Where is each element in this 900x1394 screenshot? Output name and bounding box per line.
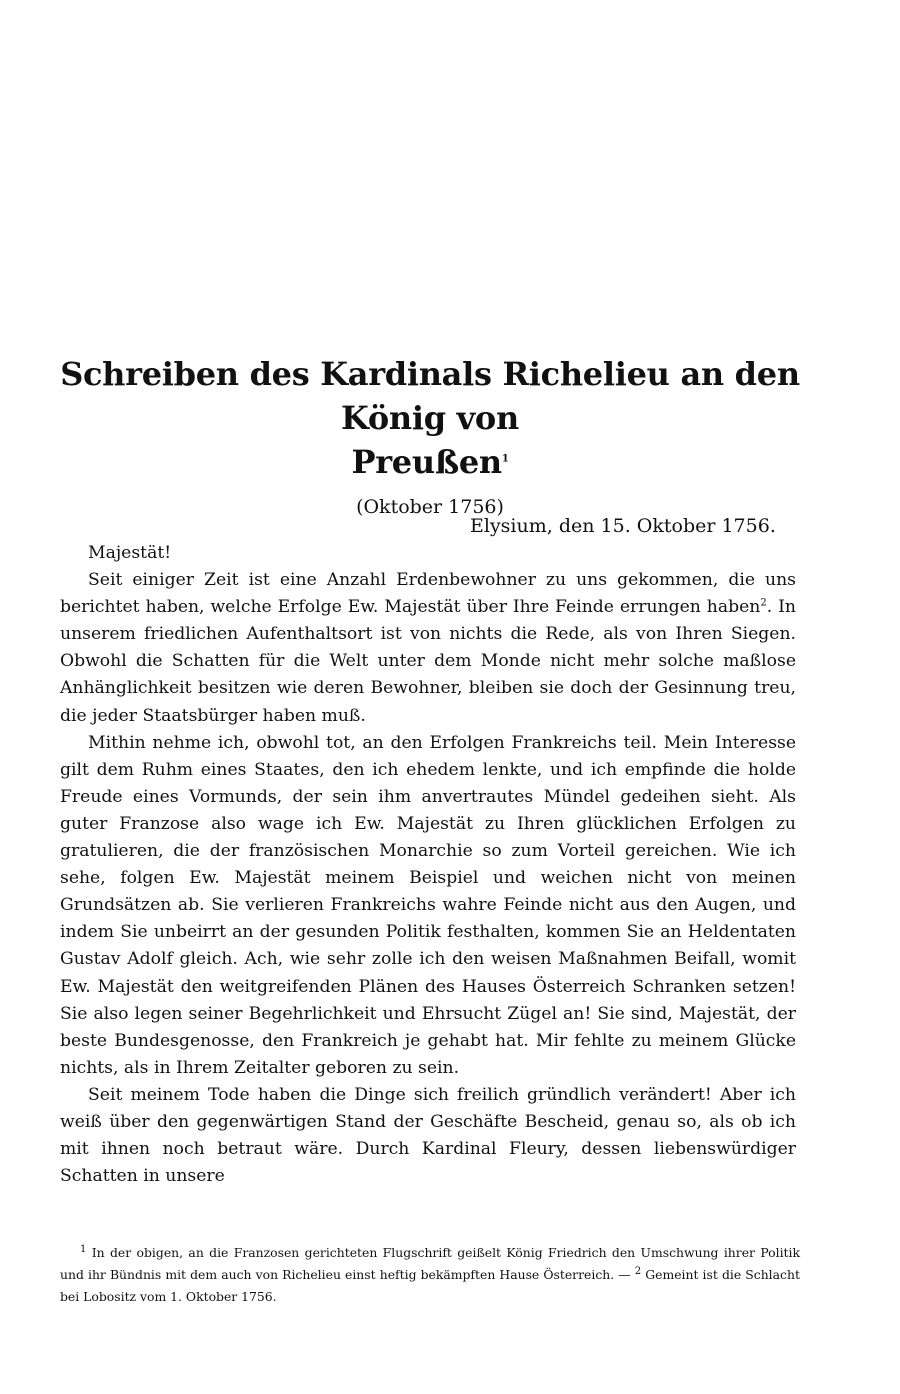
title-line-1: Schreiben des Kardinals Richelieu an den König von: [60, 355, 800, 437]
salutation: Majestät!: [88, 543, 172, 563]
title-line-2: Preußen: [351, 443, 502, 481]
footnote-1-text: In der obigen, an die Franzosen gerichteten Flugschrift geißelt König Friedrich den Umschwung ihrer Politik und ihr Bündnis mit dem auch von Richelieu einst heftig bekämpften Hause Österreich.: [60, 1245, 800, 1282]
footnote-2-mark: 2: [634, 1265, 642, 1277]
title-footnote-mark[interactable]: 1: [501, 453, 509, 465]
footnote-1-mark: 1: [80, 1243, 87, 1255]
footnote-2-text: Gemeint ist die Schlacht bei Lobositz vom 1. Oktober 1756.: [60, 1267, 800, 1304]
page-subtitle: (Oktober 1756): [356, 496, 504, 518]
title-block: [60, 352, 800, 520]
paragraph-1-text-a: Seit einiger Zeit ist eine Anzahl Erdenbewohner zu uns gekommen, die uns berichtet haben, welche Erfolge Ew. Majestät über Ihre Feinde errungen haben: [60, 570, 796, 618]
footnotes: [60, 1242, 800, 1308]
page-title: [60, 352, 800, 484]
footnote-1: [60, 1242, 800, 1308]
footnote-mark-2[interactable]: 2: [760, 597, 767, 609]
paragraph-1-text-b: . In unserem friedlichen Aufenthaltsort ist von nichts die Rede, als von Ihren Siegen. Obwohl die Schatten für die Welt unter dem Monde nicht mehr solche maßlose Anhänglichkeit besitzen wie deren Bewohner, bleiben sie doch der Gesinnung treu, die jeder Staatsbürger haben muß.: [60, 597, 796, 726]
paragraph-2: Mithin nehme ich, obwohl tot, an den Erfolgen Frankreichs teil. Mein Interesse gilt dem Ruhm eines Staates, den ich ehedem lenkte, und ich empfinde die holde Freude eines Vormunds, der sein ihm anvertrautes Mündel gedeihen sieht. Als guter Franzose also wage ich Ew. Majestät zu Ihren glücklichen Erfolgen zu gratulieren, die der französischen Monarchie so zum Vorteil gereichen. Wie ich sehe, folgen Ew. Majestät meinem Beispiel und weichen nicht von meinen Grundsätzen ab. Sie verlieren Frankreichs wahre Feinde nicht aus den Augen, und indem Sie unbeirrt an der gesunden Politik festhalten, kommen Sie an Heldentaten Gustav Adolf gleich. Ach, wie sehr zolle ich den weisen Maßnahmen Beifall, womit Ew. Majestät den weitgreifenden Plänen des Hauses Österreich Schranken setzen! Sie also legen seiner Begehrlichkeit und Ehrsucht Zügel an! Sie sind, Majestät, der beste Bundesgenosse, den Frankreich je gehabt hat. Mir fehlte zu meinem Glücke nichts, als in Ihrem Zeitalter geboren zu sein.: [60, 732, 796, 1078]
paragraph-1: [60, 567, 796, 730]
dateline: Elysium, den 15. Oktober 1756.: [470, 515, 776, 537]
footnote-separator: —: [618, 1267, 631, 1282]
letter-body: [60, 540, 796, 1190]
paragraph-3: Seit meinem Tode haben die Dinge sich freilich gründlich verändert! Aber ich weiß über den gegenwärtigen Stand der Geschäfte Bescheid, genau so, als ob ich mit ihnen noch betraut wäre. Durch Kardinal Fleury, dessen liebenswürdiger Schatten in unsere: [60, 1084, 796, 1187]
